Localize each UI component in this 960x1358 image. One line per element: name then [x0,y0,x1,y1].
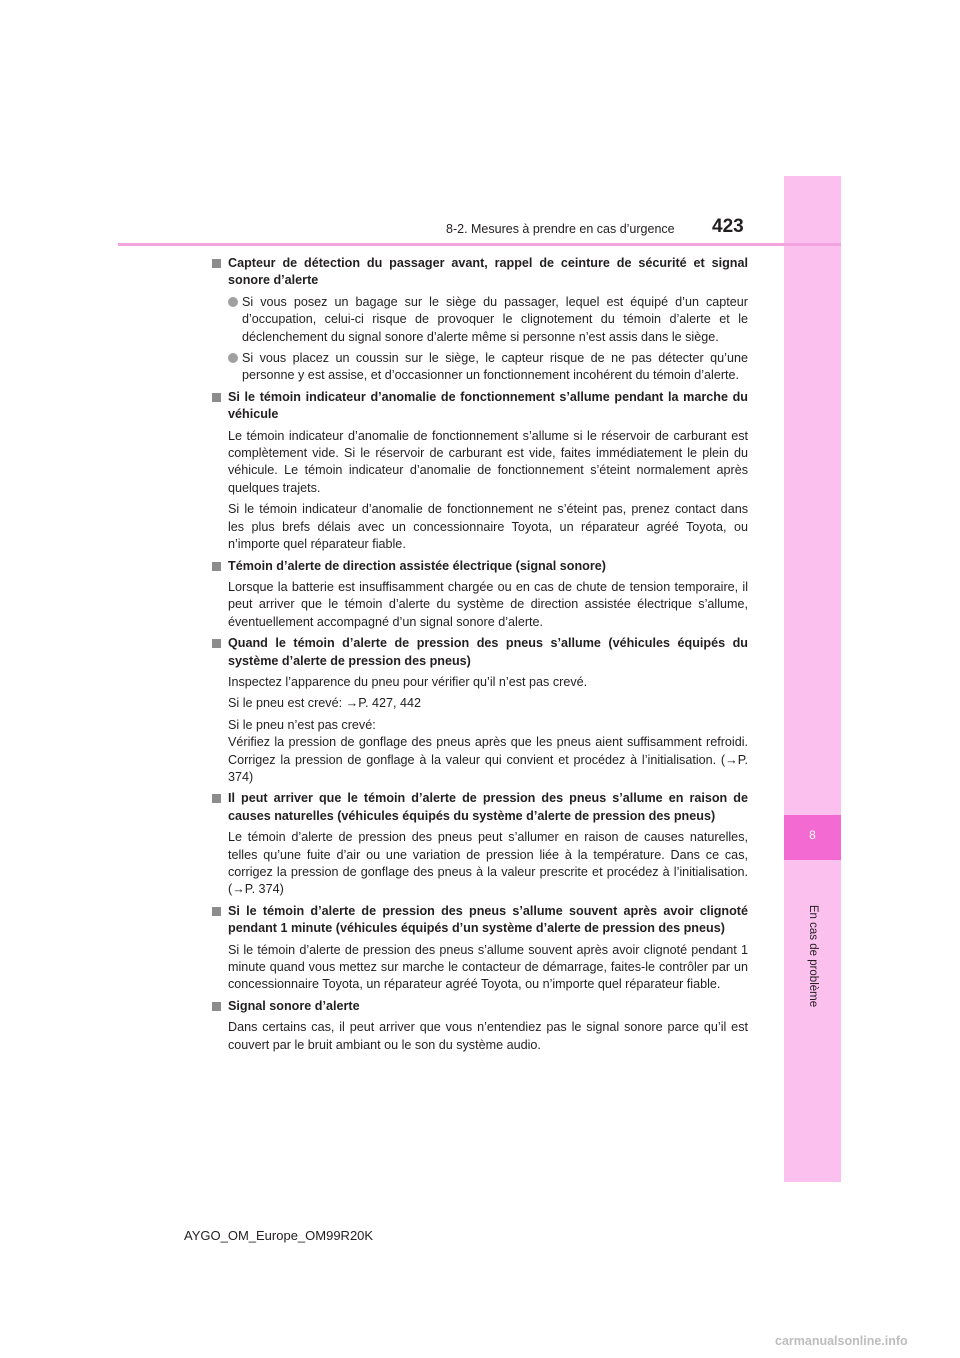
circle-bullet-icon [228,353,238,363]
chapter-number: 8 [809,828,816,842]
page-number: 423 [712,216,744,237]
topic-section [212,998,748,1054]
bullet-item [228,294,748,346]
square-bullet-icon [212,794,221,803]
topic-section [212,558,748,632]
topic-section [212,903,748,994]
paragraph: Si le pneu n’est pas crevé: Vérifiez la pression de gonflage des pneus après que les pneus aient suffisamment refroidi. Corrigez la pression de gonflage à la valeur qui convient et procédez à l’initialisation. (→P. 374) [228,717,748,784]
topic-title: Signal sonore d’alerte [228,998,360,1013]
topic-title: Il peut arriver que le témoin d’alerte de pression des pneus s’allume en raison de causes naturelles (véhicules équipés du système d’alerte de pression des pneus) [228,791,748,823]
topic-section [212,389,748,554]
paragraph: Le témoin d’alerte de pression des pneus peut s’allumer en raison de causes naturelles, telles qu’une fuite d’air ou une variation de pression liée à la température. Dans ce cas, corrigez la pression de gonflage des pneus à la valeur prescrite et procédez à l’initialisation. (→P. 374) [228,830,748,897]
topic-section [212,790,748,898]
topic-section [212,635,748,786]
square-bullet-icon [212,393,221,402]
bullet-text: Si vous posez un bagage sur le siège du passager, lequel est équipé d’un capteur d’occupation, celui-ci risque de provoquer le clignotement du témoin d’alerte et le déclenchement du signal sonore d’alerte même si personne n’est assis dans le siège. [242,294,748,344]
watermark: carmanualsonline.info [775,1334,908,1348]
topic-section [212,255,748,385]
square-bullet-icon [212,907,221,916]
bullet-item [228,350,748,385]
square-bullet-icon [212,562,221,571]
page-content [212,255,748,1058]
square-bullet-icon [212,639,221,648]
topic-title: Capteur de détection du passager avant, rappel de ceinture de sécurité et signal sonore d’alerte [228,256,748,288]
header-rule [118,243,841,246]
document-code: AYGO_OM_Europe_OM99R20K [184,1228,374,1243]
circle-bullet-icon [228,297,238,307]
topic-title: Si le témoin indicateur d’anomalie de fonctionnement s’allume pendant la marche du véhicule [228,389,748,422]
paragraph: Si le pneu est crevé: →P. 427, 442 [228,696,421,711]
square-bullet-icon [212,259,221,268]
section-heading: 8-2. Mesures à prendre en cas d’urgence [446,222,675,236]
topic-title: Si le témoin d’alerte de pression des pneus s’allume souvent après avoir clignoté pendant 1 minute (véhicules équipés d’un système d’alerte de pression des pneus) [228,903,748,936]
paragraph: Dans certains cas, il peut arriver que vous n’entendiez pas le signal sonore parce qu’il est couvert par le bruit ambiant ou le son du système audio. [228,1020,748,1052]
chapter-side-tab [784,176,841,1182]
paragraph: Lorsque la batterie est insuffisamment chargée ou en cas de chute de tension temporaire, il peut arriver que le témoin d’alerte du système de direction assistée électrique s’allume, éventuellement accompagné d’un signal sonore d’alerte. [228,579,748,629]
topic-title: Témoin d’alerte de direction assistée électrique (signal sonore) [228,558,606,573]
paragraph: Inspectez l’apparence du pneu pour vérifier qu’il n’est pas crevé. [228,674,588,689]
paragraph: Le témoin indicateur d’anomalie de fonctionnement s’allume si le réservoir de carburant est complètement vide. Si le réservoir de carburant est vide, faites immédiatement le plein du véhicule. Le témoin indicateur d’anomalie de fonctionnement s’éteint normalement après quelques trajets. [228,428,748,495]
paragraph: Si le témoin indicateur d’anomalie de fonctionnement ne s’éteint pas, prenez contact dans les plus brefs délais avec un concessionnaire Toyota, un réparateur agréé Toyota, ou n’importe quel réparateur fiable. [228,502,748,552]
paragraph: Si le témoin d’alerte de pression des pneus s’allume souvent après avoir clignoté pendant 1 minute quand vous mettez sur marche le contacteur de démarrage, faites-le contrôler par un concessionnaire Toyota, un réparateur agréé Toyota, ou n’importe quel réparateur fiable. [228,942,748,992]
topic-title: Quand le témoin d’alerte de pression des pneus s’allume (véhicules équipés du système d’alerte de pression des pneus) [228,636,748,668]
chapter-label: En cas de problème [807,904,819,1008]
square-bullet-icon [212,1002,221,1011]
bullet-text: Si vous placez un coussin sur le siège, le capteur risque de ne pas détecter qu’une personne y est assise, et d’occasionner un fonctionnement incohérent du témoin d’alerte. [242,351,748,383]
